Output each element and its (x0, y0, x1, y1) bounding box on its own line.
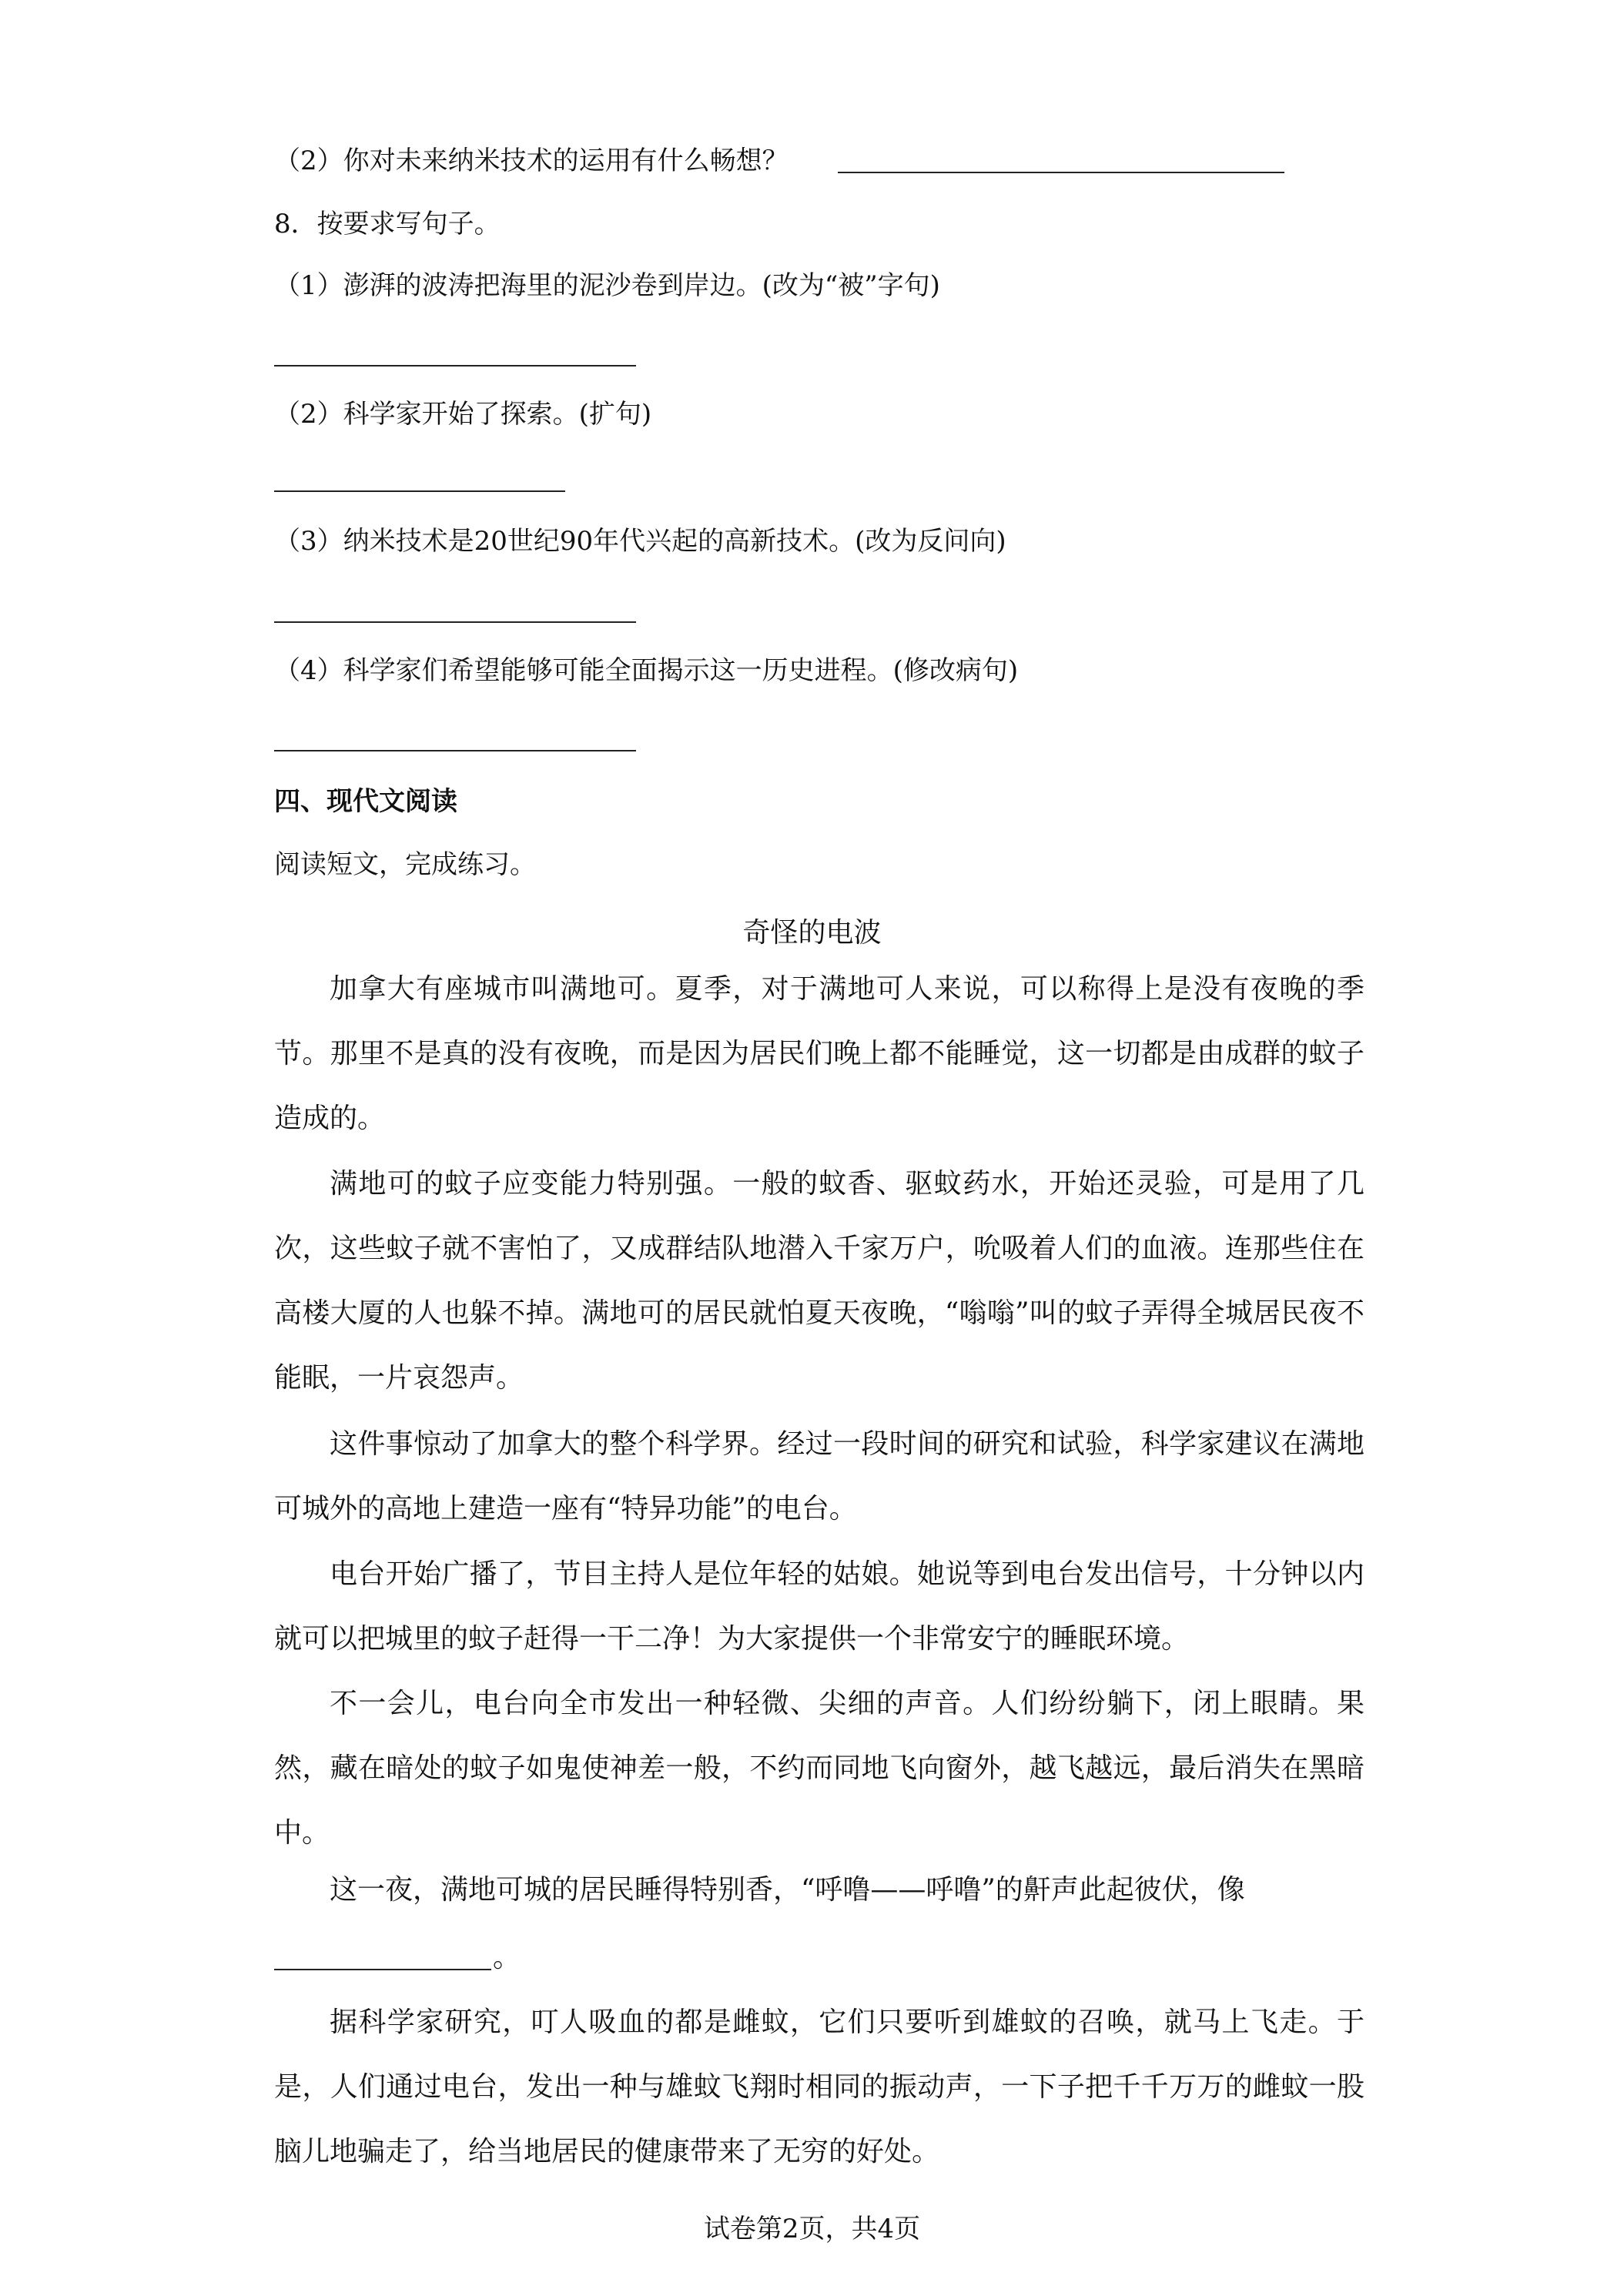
article-paragraph-2: 满地可的蚊子应变能力特别强。一般的蚊香、驱蚊药水，开始还灵验，可是用了几次，这些蚊子就不害怕了，又成群结队地潜入千家万户，吮吸着人们的血液。连那些住在高楼大厦的人也躲不掉。满地可的居民就怕夏天夜晚，“嗡嗡”叫的蚊子弄得全城居民夜不能眠，一片哀怨声。 (274, 1168, 1364, 1394)
article-paragraph-7: 据科学家研究，叮人吸血的都是雌蚊，它们只要听到雄蚊的召唤，就马上飞走。于是，人们通过电台，发出一种与雄蚊飞翔时相同的振动声，一下子把千千万万的雌蚊一股脑儿地骗走了，给当地居民的健康带来了无穷的好处。 (274, 2006, 1364, 2167)
article-paragraph-6-answer-blank[interactable] (274, 1969, 491, 1970)
article-paragraph-6: 这一夜，满地可城的居民睡得特别香，“呼噜——呼噜”的鼾声此起彼伏，像 (330, 1874, 1245, 1906)
q8-item-4: （4）科学家们希望能够可能全面揭示这一历史进程。(修改病句) (274, 655, 1019, 686)
page-footer: 试卷第2页，共4页 (703, 2214, 921, 2244)
q8-item-3-answer-blank[interactable] (274, 621, 636, 623)
q8-heading: 8．按要求写句子。 (274, 209, 501, 239)
article-paragraph-1: 加拿大有座城市叫满地可。夏季，对于满地可人来说，可以称得上是没有夜晚的季节。那里不是真的没有夜晚，而是因为居民们晚上都不能睡觉，这一切都是由成群的蚊子造成的。 (274, 973, 1364, 1134)
article-paragraph-4: 电台开始广播了，节目主持人是位年轻的姑娘。她说等到电台发出信号，十分钟以内就可以把城里的蚊子赶得一干二净！为大家提供一个非常安宁的睡眠环境。 (274, 1558, 1364, 1655)
article-paragraph-3: 这件事惊动了加拿大的整个科学界。经过一段时间的研究和试验，科学家建议在满地可城外的高地上建造一座有“特异功能”的电台。 (274, 1428, 1364, 1525)
q8-item-2: （2）科学家开始了探索。(扩句) (274, 399, 652, 430)
reading-instruction: 阅读短文，完成练习。 (274, 849, 536, 880)
q8-item-4-answer-blank[interactable] (274, 750, 636, 751)
q8-item-1-answer-blank[interactable] (274, 365, 636, 366)
section-heading: 四、现代文阅读 (274, 786, 457, 817)
q7-2-prompt: （2）你对未来纳米技术的运用有什么畅想？ (274, 146, 789, 176)
article-paragraph-6-end: 。 (493, 1942, 521, 1973)
q8-item-1: （1）澎湃的波涛把海里的泥沙卷到岸边。(改为“被”字句) (274, 270, 940, 301)
article-paragraph-5: 不一会儿，电台向全市发出一种轻微、尖细的声音。人们纷纷躺下，闭上眼睛。果然，藏在暗处的蚊子如鬼使神差一般，不约而同地飞向窗外，越飞越远，最后消失在黑暗中。 (274, 1688, 1364, 1849)
q8-item-2-answer-blank[interactable] (274, 490, 565, 492)
q8-item-3: （3）纳米技术是20世纪90年代兴起的高新技术。(改为反问向) (274, 526, 1006, 557)
q7-2-answer-blank[interactable] (838, 172, 1284, 173)
article-title: 奇怪的电波 (742, 917, 882, 949)
